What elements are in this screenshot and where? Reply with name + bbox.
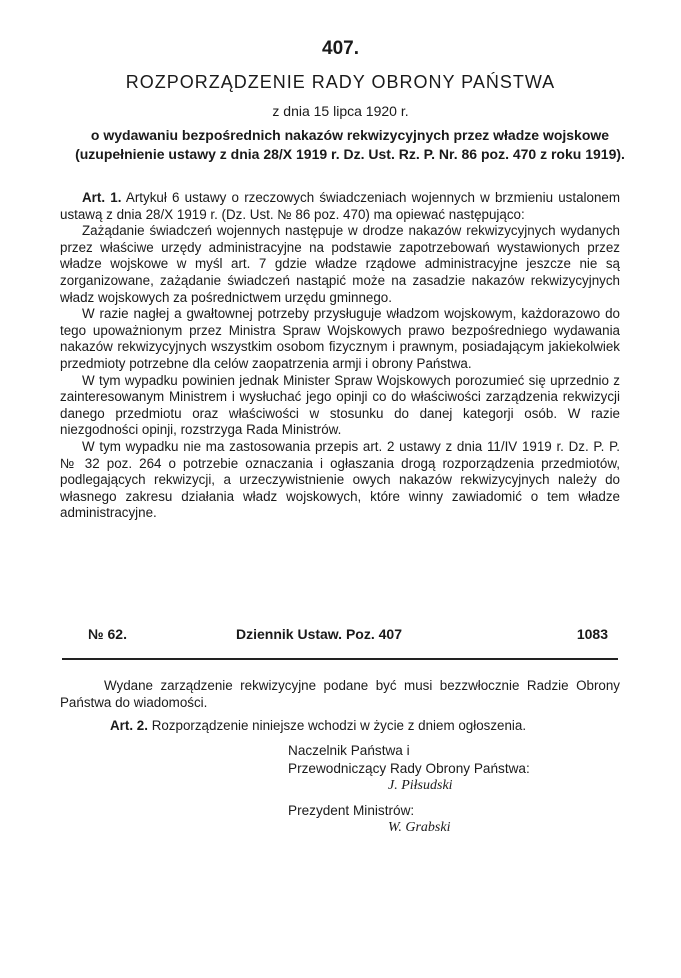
journal-reference: Dziennik Ustaw. Poz. 407 (236, 626, 402, 642)
continuation-text: Wydane zarządzenie rekwizycyjne podane być musi bezzwłocznie Radzie Obrony Państwa do wiadomości. (60, 678, 620, 710)
signatory-name-2: W. Grabski (388, 820, 451, 835)
continuation-paragraph (60, 678, 620, 711)
act-number: 407. (322, 38, 359, 59)
article-1-paragraph: W tym wypadku powinien jednak Minister Spraw Wojskowych porozumieć się uprzednio z zainteresowanym Ministrem i wysłuchać jego opinji co do właściwości zarządzenia rekwizycji danego przedmiotu oraz właściwości w stosunku do danej kategorji osób. W razie niezgodności opinji, rozstrzyga Rada Ministrów. (60, 372, 620, 438)
article-2-label: Art. 2. (110, 718, 148, 733)
signatory-role-line-2: Przewodniczący Rady Obrony Państwa: (288, 761, 530, 776)
issue-number: № 62. (88, 626, 127, 642)
article-1-paragraph: W tym wypadku nie ma zastosowania przepis art. 2 ustawy z dnia 11/IV 1919 r. Dz. P. P. № 32 poz. 264 o potrzebie oznaczania i ogłaszania drogą rozporządzenia przedmiotów, podlegających rekwizycji, a urzeczywistnienie owych nakazów rekwizycyjnych należy do własnego zakresu działania władz wojskowych, które winny zawiadomić o tem władze administracyjne. (60, 438, 620, 521)
article-2-text: Rozporządzenie niniejsze wchodzi w życie z dniem ogłoszenia. (151, 718, 527, 733)
article-1-paragraph: Zażądanie świadczeń wojennych następuje w drodze nakazów rekwizycyjnych wydanych przez właściwe urzędy administracyjne na podstawie zapotrzebowań wystawionych przez władze wojskowe w myśl art. 7 gdzie władze rządowe administracyjne jeszcze nie są zorganizowane, zażądanie świadczeń nastąpić może na zasadzie nakazów rekwizycyjnych władz wojskowych za pośrednictwem urzędu gminnego. (60, 223, 620, 305)
article-1-intro (60, 190, 620, 223)
act-date: z dnia 15 lipca 1920 r. (272, 103, 409, 119)
article-1-paragraph: W razie nagłej a gwałtownej potrzeby przysługuje władzom wojskowym, każdorazowo do tego upoważnionym przez Ministra Spraw Wojskowych prawo bezpośredniego wydawania nakazów rekwizycyjnych wszystkim osobom fizycznym i prawnym, posiadającym jakiekolwiek przedmioty potrzebne dla celów zaopatrzenia armji i obrony Państwa. (60, 306, 620, 371)
article-2 (110, 718, 630, 733)
signatory-role-line-1: Naczelnik Państwa i (288, 743, 410, 758)
article-1-label: Art. 1. (82, 190, 122, 205)
signature-block-1 (288, 742, 530, 778)
article-1-intro-text: Artykuł 6 ustawy o rzeczowych świadczeniach wojennych w brzmieniu ustalonem ustawą z dnia 28/X 1919 r. (Dz. Ust. № 86 poz. 470) ma opiewać następująco: (60, 190, 620, 222)
footer-divider (62, 658, 618, 660)
act-title: ROZPORZĄDZENIE RADY OBRONY PAŃSTWA (125, 72, 556, 92)
signatory-role-2: Prezydent Ministrów: (288, 803, 415, 818)
signatory-name-1: J. Piłsudski (388, 778, 453, 793)
signature-block-2 (288, 802, 414, 820)
page-footer (88, 626, 608, 646)
page-number: 1083 (576, 626, 608, 642)
article-1 (60, 190, 620, 522)
act-subject: o wydawaniu bezpośrednich nakazów rekwizycyjnych przez władze wojskowe (uzupełnienie ustawy z dnia 28/X 1919 r. Dz. Ust. Rz. P. Nr. 86 poz. 470 z roku 1919). (75, 127, 625, 162)
